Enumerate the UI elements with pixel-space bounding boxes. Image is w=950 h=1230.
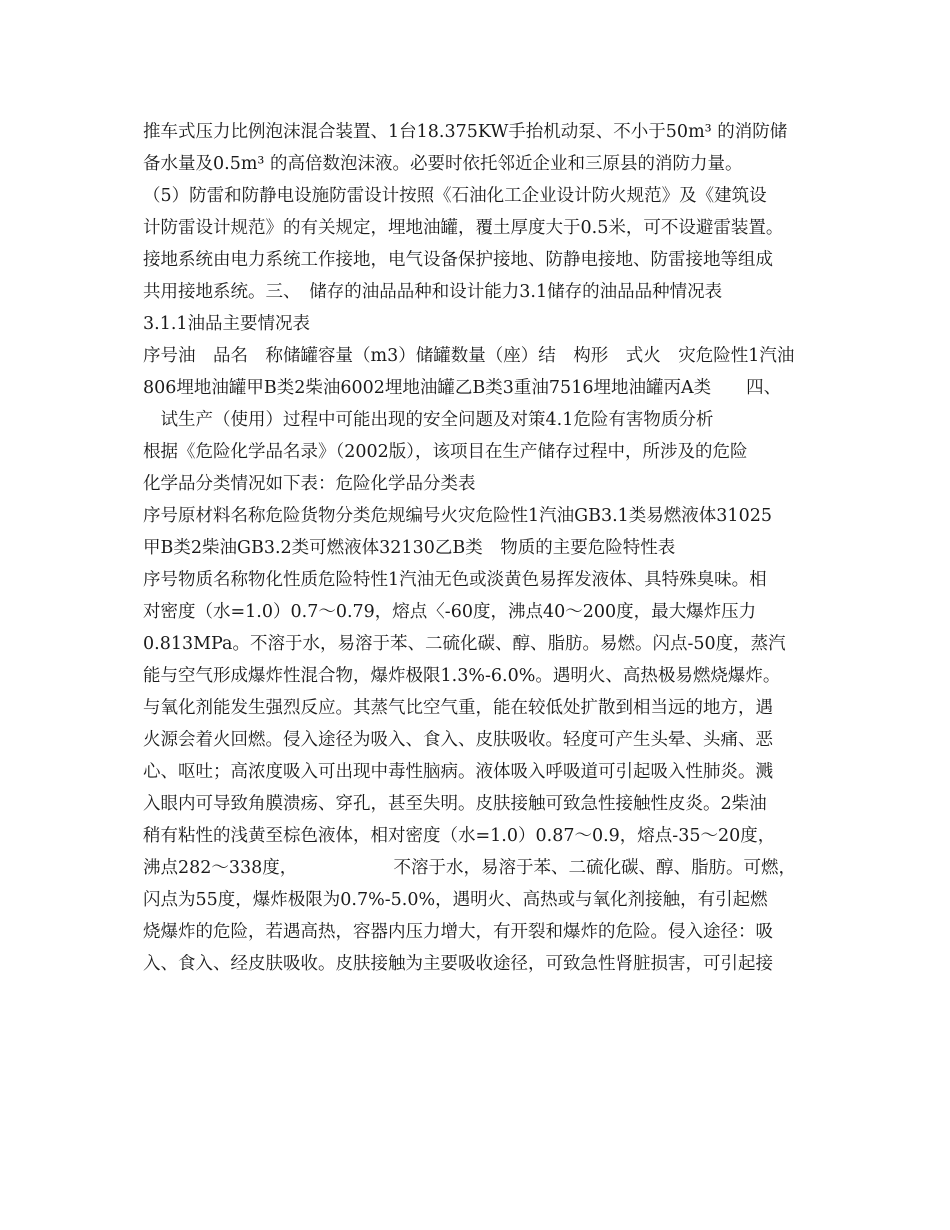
text-line: 0.813MPa。不溶于水，易溶于苯、二硫化碳、醇、脂肪。易燃。闪点-50度，蒸汽	[143, 634, 786, 654]
text-line: 序号油 品名 称储罐容量（m3）储罐数量（座）结 构形 式火 灾危险性1汽油	[143, 346, 795, 366]
text-line: 共用接地系统。三、 储存的油品品种和设计能力3.1储存的油品品种情况表	[143, 282, 723, 302]
text-line: 根据《危险化学品名录》（2002版），该项目在生产储存过程中，所涉及的危险	[143, 442, 748, 462]
text-line: 稍有粘性的浅黄至棕色液体，相对密度（水=1.0）0.87～0.9，熔点-35～20度，	[143, 826, 776, 846]
text-line: 试生产（使用）过程中可能出现的安全问题及对策4.1危险有害物质分析	[143, 410, 714, 430]
document-body	[143, 116, 823, 980]
text-line: （5）防雷和防静电设施防雷设计按照《石油化工企业设计防火规范》及《建筑设	[143, 186, 767, 206]
text-line: 对密度（水=1.0）0.7～0.79，熔点〈-60度，沸点40～200度，最大爆炸压力	[143, 602, 757, 622]
text-line: 备水量及0.5m³ 的高倍数泡沫液。必要时依托邻近企业和三原县的消防力量。	[143, 154, 743, 174]
text-line: 推车式压力比例泡沫混合装置、1台18.375KW手抬机动泵、不小于50m³ 的消防储	[143, 122, 788, 142]
text-line: 接地系统由电力系统工作接地，电气设备保护接地、防静电接地、防雷接地等组成	[143, 250, 773, 270]
text-line: 心、呕吐；高浓度吸入可出现中毒性脑病。液体吸入呼吸道可引起吸入性肺炎。溅	[143, 762, 773, 782]
text-line: 3.1.1油品主要情况表	[143, 314, 311, 334]
text-line: 能与空气形成爆炸性混合物，爆炸极限1.3%-6.0%。遇明火、高热极易燃烧爆炸。	[143, 666, 781, 686]
text-line: 沸点282～338度， 不溶于水，易溶于苯、二硫化碳、醇、脂肪。可燃，	[143, 858, 797, 878]
text-line: 序号原材料名称危险货物分类危规编号火灾危险性1汽油GB3.1类易燃液体31025	[143, 506, 772, 526]
text-line: 806埋地油罐甲B类2柴油6002埋地油罐乙B类3重油7516埋地油罐丙A类 四、	[143, 378, 782, 398]
text-line: 计防雷设计规范》的有关规定，埋地油罐，覆土厚度大于0.5米，可不设避雷装置。	[143, 218, 784, 238]
text-line: 甲B类2柴油GB3.2类可燃液体32130乙B类 物质的主要危险特性表	[143, 538, 676, 558]
text-line: 入、食入、经皮肤吸收。皮肤接触为主要吸收途径，可致急性肾脏损害，可引起接	[143, 954, 773, 974]
text-line: 化学品分类情况如下表：危险化学品分类表	[143, 474, 476, 494]
text-line: 与氧化剂能发生强烈反应。其蒸气比空气重，能在较低处扩散到相当远的地方，遇	[143, 698, 773, 718]
text-line: 入眼内可导致角膜溃疡、穿孔，甚至失明。皮肤接触可致急性接触性皮炎。2柴油	[143, 794, 767, 814]
text-line: 烧爆炸的危险，若遇高热，容器内压力增大，有开裂和爆炸的危险。侵入途径：吸	[143, 922, 773, 942]
text-line: 闪点为55度，爆炸极限为0.7%-5.0%，遇明火、高热或与氧化剂接触，有引起燃	[143, 890, 768, 910]
text-line: 火源会着火回燃。侵入途径为吸入、食入、皮肤吸收。轻度可产生头晕、头痛、恶	[143, 730, 773, 750]
text-line: 序号物质名称物化性质危险特性1汽油无色或淡黄色易挥发液体、具特殊臭味。相	[143, 570, 767, 590]
